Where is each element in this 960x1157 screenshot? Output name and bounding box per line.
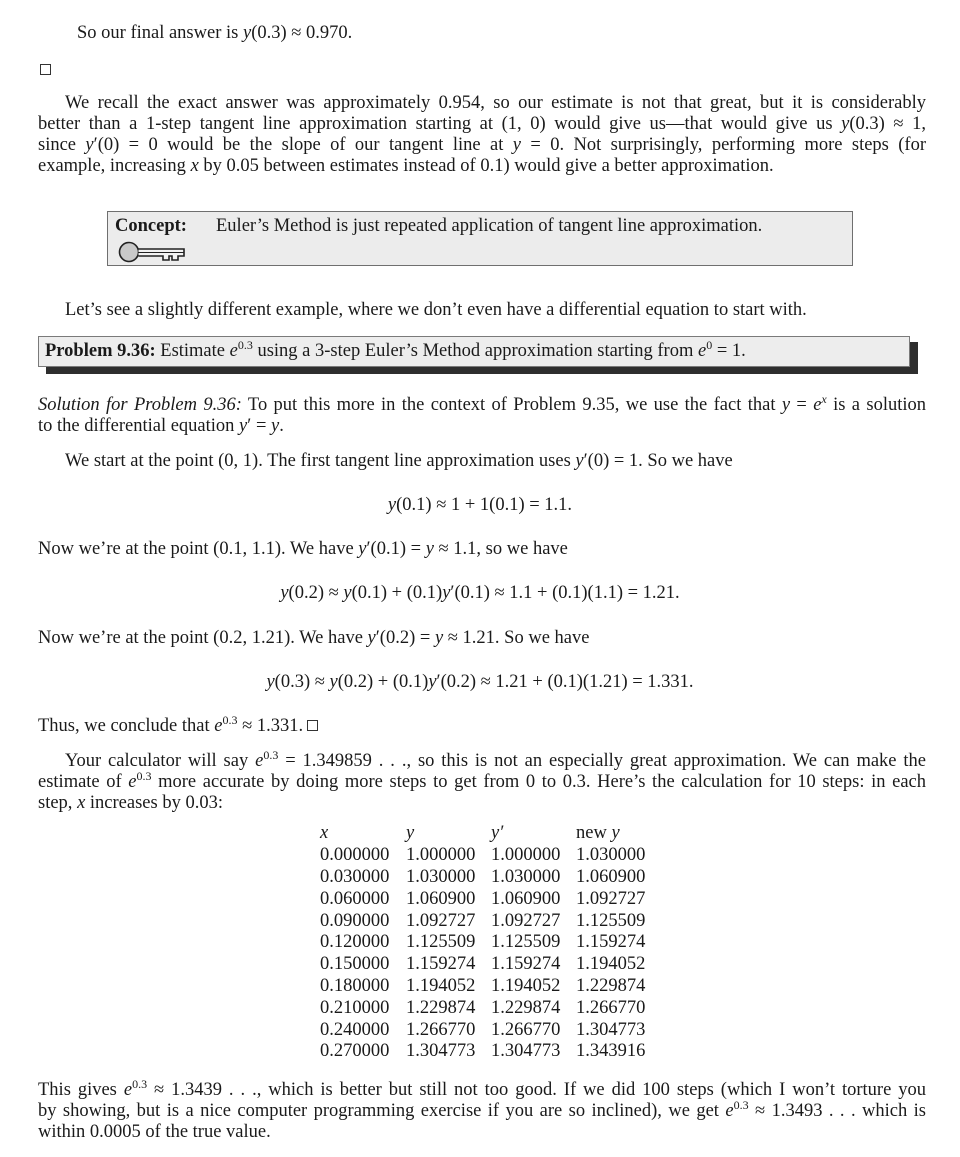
table-row: 0.240000 1.266770 1.266770 1.304773 xyxy=(320,1019,646,1040)
euler-steps-table xyxy=(320,823,656,1063)
table-row: 0.120000 1.125509 1.125509 1.159274 xyxy=(320,932,646,953)
problem-statement: Problem 9.36: Estimate $e^{0.3}$ using a 3-step Euler’s Method approximation starting from $e^0 = 1$. xyxy=(45,338,746,361)
final-paragraph: This gives $e^{0.3} \approx 1.3439$ . . ., which is better but still not too good. If we did 100 steps (which I won’t torture you by showing, but is a nice computer programming exercise if you are so inclined), we get $e^{0.3} \approx 1.3493$ . . . which is within 0.0005 of the true value. xyxy=(38,1077,926,1142)
conclusion-line: Thus, we conclude that $e^{0.3} \approx 1.331$. xyxy=(38,716,318,737)
table-header-row xyxy=(320,823,656,845)
qed-box-icon xyxy=(40,64,51,75)
start-line: We start at the point (0, 1). The first tangent line approximation uses y′(0) = 1. So we have xyxy=(65,451,733,471)
column-header-x: x xyxy=(320,823,329,844)
column-header-y-prime: y′ xyxy=(491,823,504,844)
equation-1: y(0.1) ≈ 1 + 1(0.1) = 1.1. xyxy=(387,495,573,515)
equation-3: y(0.3) ≈ y(0.2) + (0.1)y′(0.2) ≈ 1.21 + (0.1)(1.21) = 1.331. xyxy=(266,672,694,692)
table-row: 0.270000 1.304773 1.304773 1.343916 xyxy=(320,1041,646,1062)
solution-label: Solution for Problem 9.36: xyxy=(38,395,242,415)
column-header-y: y xyxy=(406,823,415,844)
concept-text: Euler’s Method is just repeated application of tangent line approximation. xyxy=(216,216,763,236)
intro-line: Let’s see a slightly different example, where we don’t even have a differential equation to start with. xyxy=(65,300,807,320)
solution-paragraph: Solution for Problem 9.36: To put this more in the context of Problem 9.35, we use the fact that $y = e^x$ is a solution to the differential equation y′ = y. xyxy=(38,392,926,436)
table-row: 0.150000 1.159274 1.159274 1.194052 xyxy=(320,954,646,975)
table-row: 0.090000 1.092727 1.092727 1.125509 xyxy=(320,910,646,931)
qed-box-icon xyxy=(307,720,318,731)
problem-box xyxy=(38,336,918,376)
concept-label: Concept: xyxy=(115,216,187,236)
calculator-paragraph: Your calculator will say $e^{0.3} = 1.349859$ . . ., so this is not an especially great approximation. We can make the estimate of $e^{0.3}$ more accurate by doing more steps to get from 0 to 0.3. Here’s the calculation for 10 steps: in each step, x increases by 0.03: xyxy=(38,748,926,813)
table-row: 0.060000 1.060900 1.060900 1.092727 xyxy=(320,888,646,909)
table-row: 0.000000 1.000000 1.000000 1.030000 xyxy=(320,845,646,866)
column-header-new-y: new y xyxy=(576,823,620,844)
now-line-1: Now we’re at the point (0.1, 1.1). We have y′(0.1) = y ≈ 1.1, so we have xyxy=(38,539,568,559)
now-line-2: Now we’re at the point (0.2, 1.21). We have y′(0.2) = y ≈ 1.21. So we have xyxy=(38,628,590,648)
final-answer-line: So our final answer is y(0.3) ≈ 0.970. xyxy=(77,23,353,43)
table-row: 0.210000 1.229874 1.229874 1.266770 xyxy=(320,997,646,1018)
table-row: 0.030000 1.030000 1.030000 1.060900 xyxy=(320,866,646,887)
equation-2: y(0.2) ≈ y(0.1) + (0.1)y′(0.1) ≈ 1.1 + (0.1)(1.1) = 1.21. xyxy=(280,583,680,603)
table-row: 0.180000 1.194052 1.194052 1.229874 xyxy=(320,975,646,996)
recall-paragraph: We recall the exact answer was approximately 0.954, so our estimate is not that great, but it is considerably better than a 1-step tangent line approximation starting at (1, 0) would give us—that would give us y(0.3) ≈ 1, since y′(0) = 0 would be the slope of our tangent line at y = 0. Not surprisingly, performing more steps (for example, increasing x by 0.05 between estimates instead of 0.1) would give a better approximation. xyxy=(38,93,926,176)
key-icon xyxy=(118,241,188,263)
concept-box xyxy=(107,211,853,266)
